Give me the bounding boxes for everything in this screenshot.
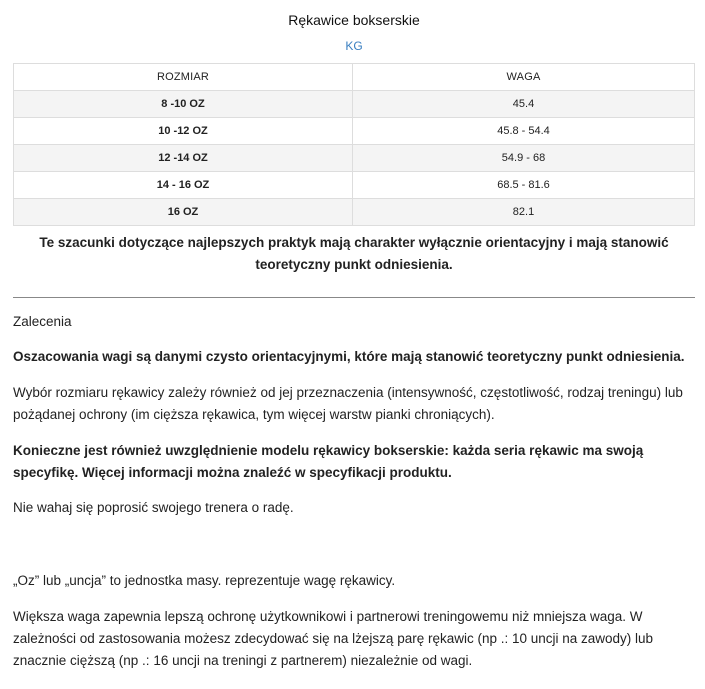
weight-cell: 82.1 xyxy=(353,199,695,226)
size-cell: 12 -14 OZ xyxy=(14,145,353,172)
size-cell: 10 -12 OZ xyxy=(14,118,353,145)
table-row xyxy=(14,172,695,199)
recommendations-heading: Zalecenia xyxy=(13,314,72,329)
recommendation-paragraph: Większa waga zapewnia lepszą ochronę użytkownikowi i partnerowi treningowemu niż mniejsza waga. W zależności od zastosowania możesz zdecydować się na lżejszą parę rękawic (np .: 10 uncji na zawody) lub znacznie cięższą (np .: 16 uncji na treningi z partnerem) niezależnie od wagi. xyxy=(13,609,654,668)
table-header-row xyxy=(14,64,695,91)
section-divider xyxy=(13,297,695,298)
table-row xyxy=(14,145,695,172)
size-cell: 14 - 16 OZ xyxy=(14,172,353,199)
recommendation-paragraph: Wybór rozmiaru rękawicy zależy również od jej przeznaczenia (intensywność, częstotliwość, rodzaj treningu) lub pożądanej ochrony (im cięższa rękawica, tym więcej warstw pianki chroniących). xyxy=(13,385,683,422)
table-row xyxy=(14,118,695,145)
weight-cell: 45.8 - 54.4 xyxy=(353,118,695,145)
size-cell: 16 OZ xyxy=(14,199,353,226)
recommendation-paragraph: Nie wahaj się poprosić swojego trenera o radę. xyxy=(13,500,294,515)
recommendation-paragraph: Konieczne jest również uwzględnienie modelu rękawicy bokserskie: każda seria rękawic ma swoją specyfikę. Więcej informacji można znaleźć w specyfikacji produktu. xyxy=(13,443,644,480)
recommendation-paragraph: Oszacowania wagi są danymi czysto orientacyjnymi, które mają stanowić teoretyczny punkt odniesienia. xyxy=(13,349,685,364)
weight-cell: 68.5 - 81.6 xyxy=(353,172,695,199)
disclaimer-note: Te szacunki dotyczące najlepszych praktyk mają charakter wyłącznie orientacyjny i mają stanowić teoretyczny punkt odniesienia. xyxy=(39,235,669,272)
table-row xyxy=(14,199,695,226)
column-header-size: ROZMIAR xyxy=(14,64,353,91)
recommendation-paragraph: „Oz” lub „uncja” to jednostka masy. reprezentuje wagę rękawicy. xyxy=(13,573,396,588)
size-cell: 8 -10 OZ xyxy=(14,91,353,118)
table-row xyxy=(14,91,695,118)
weight-cell: 45.4 xyxy=(353,91,695,118)
page-title: Rękawice bokserskie xyxy=(288,12,420,28)
weight-cell: 54.9 - 68 xyxy=(353,145,695,172)
size-table xyxy=(13,63,695,226)
column-header-weight: WAGA xyxy=(353,64,695,91)
unit-label: KG xyxy=(345,39,363,53)
